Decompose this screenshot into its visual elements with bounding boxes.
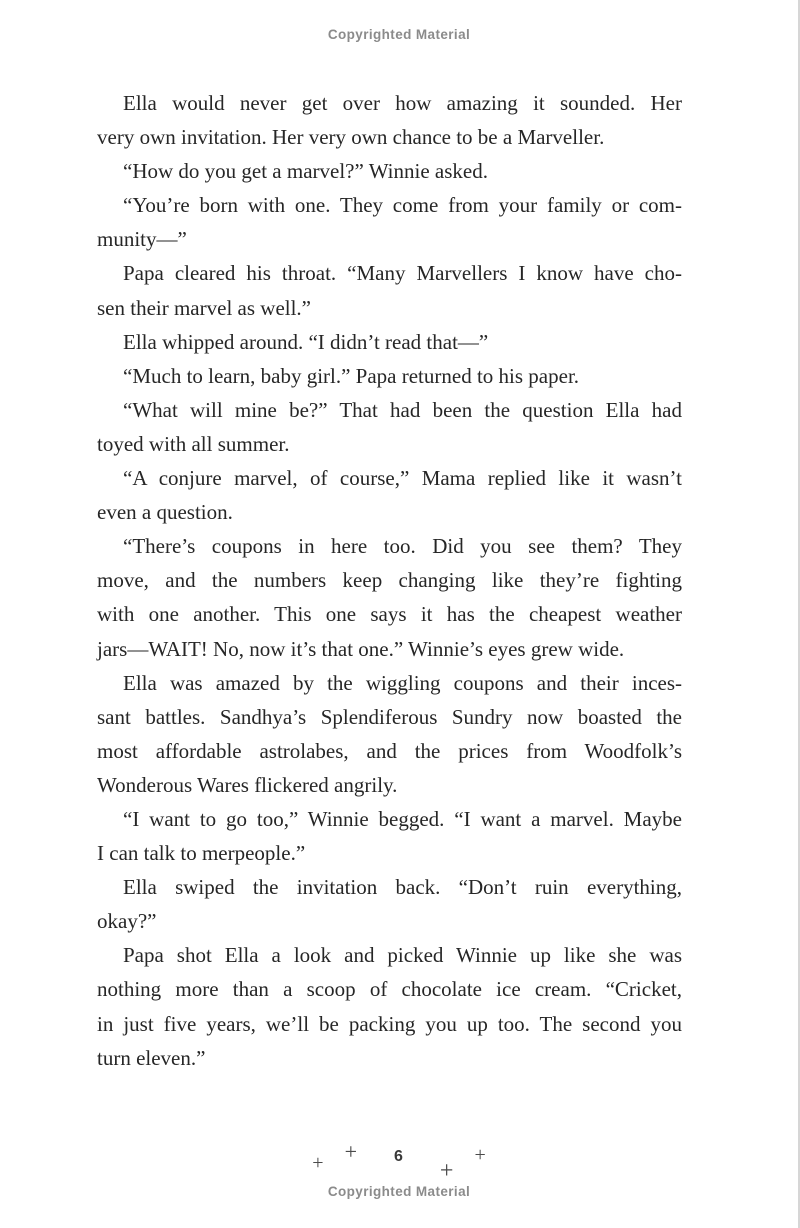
text-line: munity—” <box>97 227 187 252</box>
body-text <box>97 86 682 1075</box>
text-line: move, and the numbers keep changing like they’re fighting <box>97 568 682 593</box>
text-line: Ella whipped around. “I didn’t read that—” <box>123 329 489 354</box>
text-line: Ella would never get over how amazing it sounded. Her <box>123 91 682 115</box>
copyright-notice-bottom: Copyrighted Material <box>327 1184 471 1199</box>
sparkle-icon: + <box>312 1152 324 1174</box>
sparkle-icon: + <box>344 1139 357 1164</box>
text-line: I can talk to merpeople.” <box>97 841 306 866</box>
text-line: nothing more than a scoop of chocolate ice cream. “Cricket, <box>97 977 682 1002</box>
text-line: sen their marvel as well.” <box>97 295 311 320</box>
copyright-notice-top: Copyrighted Material <box>327 27 471 42</box>
text-line: “How do you get a marvel?” Winnie asked. <box>123 159 488 184</box>
text-line: jars—WAIT! No, now it’s that one.” Winnie’s eyes grew wide. <box>97 636 625 661</box>
text-line: Papa cleared his throat. “Many Marvellers I know have cho- <box>123 261 682 286</box>
text-line: even a question. <box>97 500 233 525</box>
text-line: “Much to learn, baby girl.” Papa returned to his paper. <box>123 363 580 388</box>
text-line: in just five years, we’ll be packing you up too. The second you <box>97 1011 682 1036</box>
text-line: “A conjure marvel, of course,” Mama replied like it wasn’t <box>123 466 682 491</box>
sparkle-icon: + <box>439 1158 454 1184</box>
text-line: okay?” <box>97 909 157 934</box>
text-line: “There’s coupons in here too. Did you see them? They <box>123 534 682 559</box>
text-line: most affordable astrolabes, and the prices from Woodfolk’s <box>97 738 682 763</box>
text-line: “You’re born with one. They come from your family or com- <box>123 193 682 218</box>
text-line: with one another. This one says it has the cheapest weather <box>97 602 682 627</box>
page-number: 6 <box>393 1148 403 1165</box>
sparkle-icon: + <box>474 1144 486 1166</box>
text-line: Papa shot Ella a look and picked Winnie up like she was <box>123 943 682 968</box>
text-line: very own invitation. Her very own chance to be a Marveller. <box>97 125 605 150</box>
text-line: “What will mine be?” That had been the question Ella had <box>123 397 682 422</box>
text-line: Wonderous Wares flickered angrily. <box>97 772 398 797</box>
page-footer <box>0 1136 798 1182</box>
text-line: “I want to go too,” Winnie begged. “I want a marvel. Maybe <box>123 806 682 831</box>
text-line: Ella swiped the invitation back. “Don’t ruin everything, <box>123 875 682 900</box>
text-line: turn eleven.” <box>97 1045 206 1070</box>
text-line: sant battles. Sandhya’s Splendiferous Sundry now boasted the <box>97 704 682 729</box>
text-line: Ella was amazed by the wiggling coupons and their inces- <box>123 670 682 695</box>
text-line: toyed with all summer. <box>97 431 290 456</box>
